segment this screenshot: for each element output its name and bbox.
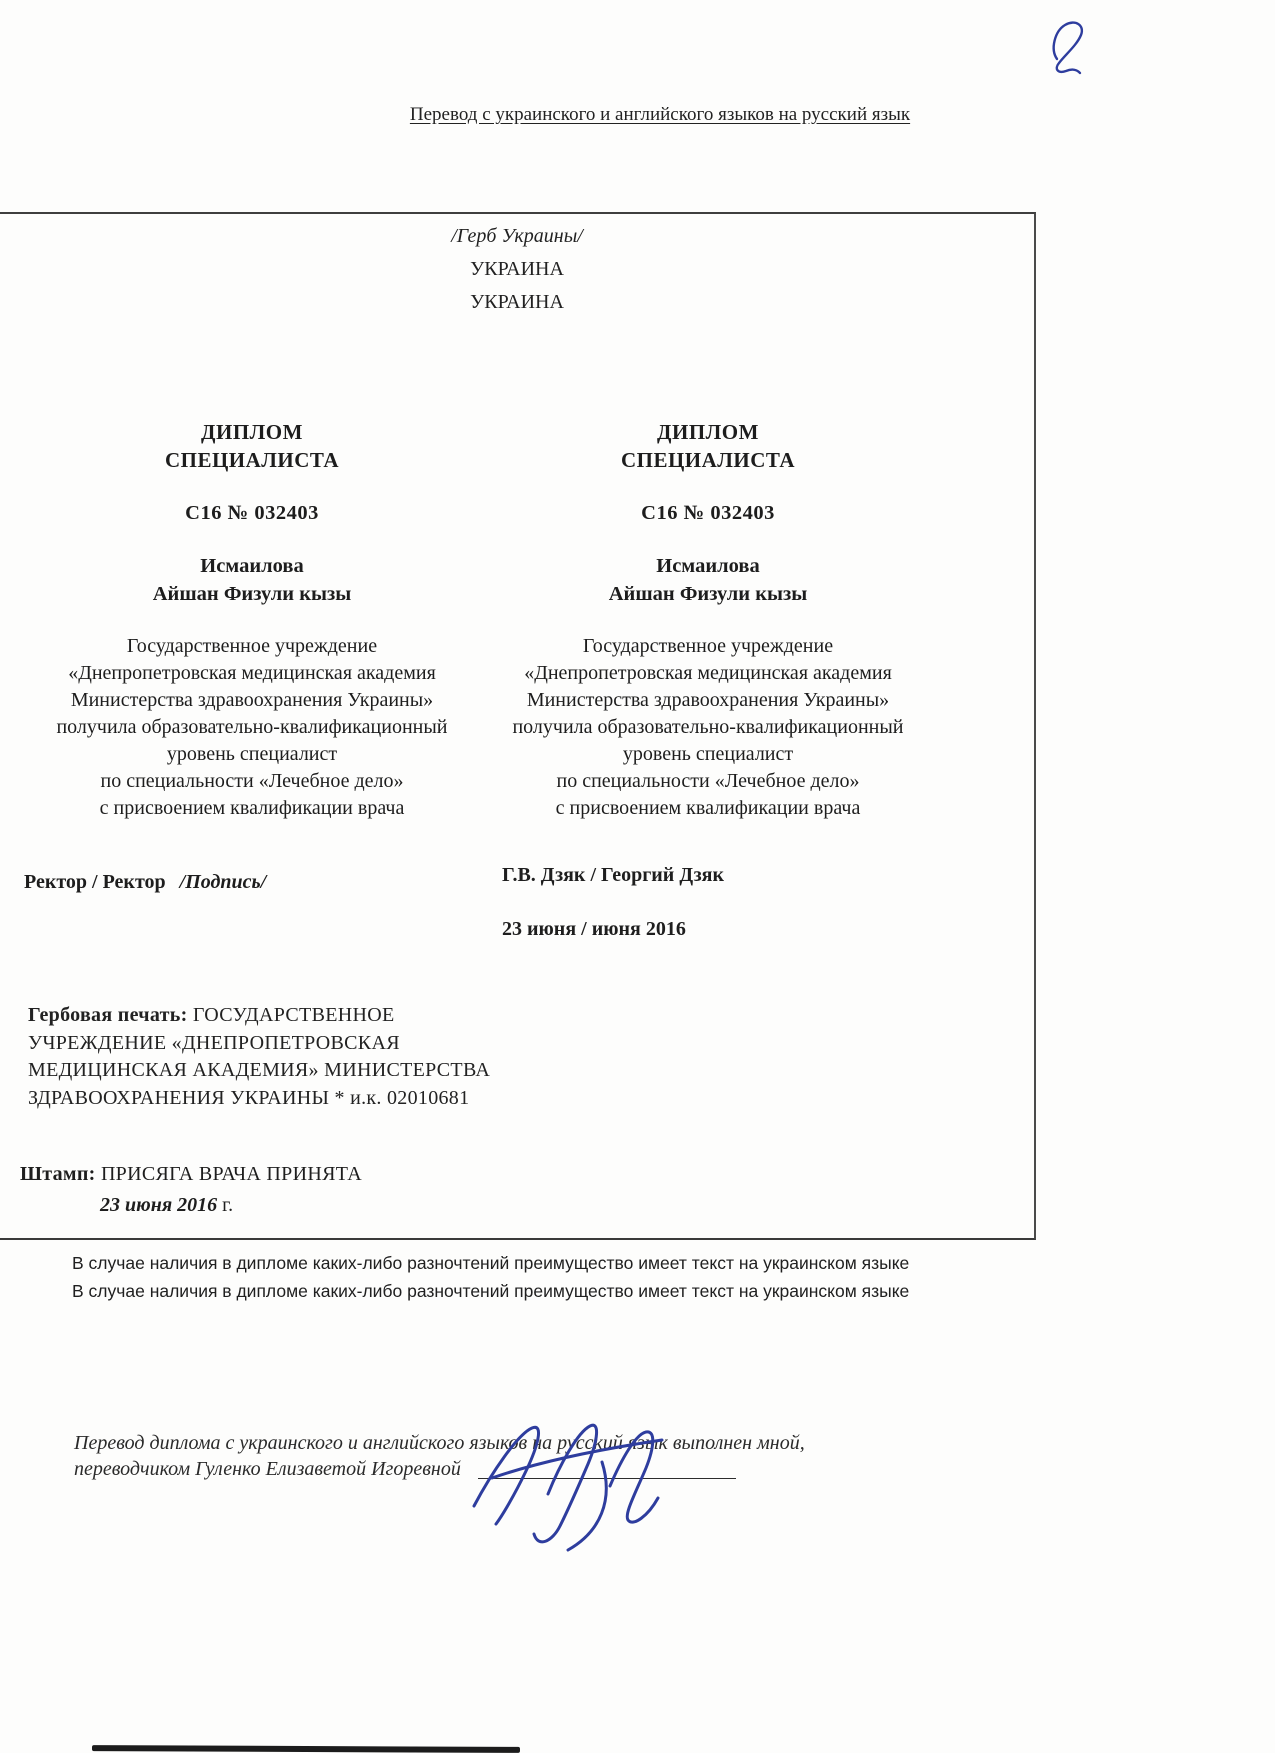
text-line: «Днепропетровская медицинская академия (68, 662, 436, 684)
holder-given-name: Айшан Физули кызы (152, 583, 352, 605)
text-line: Государственное учреждение (126, 635, 378, 657)
doc-title-line1: ДИПЛОМ (201, 420, 303, 444)
holder-surname: Исмаилова (200, 555, 304, 577)
series-number: С16 № 032403 (641, 502, 775, 524)
text-line: Министерства здравоохранения Украины» (526, 689, 890, 711)
stamp-label: Штамп: (20, 1163, 96, 1185)
emblem-block (0, 220, 1034, 319)
doc-title-line1: ДИПЛОМ (657, 420, 759, 444)
text-line: по специальности «Лечебное дело» (556, 770, 860, 792)
text-line: с присвоением квалификации врача (555, 797, 861, 819)
series-number: С16 № 032403 (185, 502, 319, 524)
rector-name: Г.В. Дзяк / Георгий Дзяк (502, 864, 724, 886)
official-seal-description (28, 1002, 502, 1112)
stamp-description (20, 1163, 362, 1186)
diploma-column-right (486, 418, 930, 822)
holder-name (30, 552, 474, 608)
signature-placeholder-note: /Подпись/ (179, 871, 267, 893)
text-line: по специальности «Лечебное дело» (100, 770, 404, 792)
text-line: получила образовательно-квалификационный (56, 716, 448, 738)
doc-title-line2: СПЕЦИАЛИСТА (620, 448, 796, 472)
stamp-date-suffix: г. (217, 1194, 234, 1216)
translator-signature-icon (452, 1414, 782, 1554)
language-precedence-disclaimer (72, 1249, 932, 1305)
rector-signature-row (24, 871, 266, 894)
text-line: В случае наличия в дипломе каких-либо разночтений преимущество имеет текст на украинском языке (72, 1281, 910, 1301)
translator-note-line1: Перевод диплома с украинского и английского языков на русский язык выполнен мной, (74, 1432, 805, 1454)
stamp-date: 23 июня 2016 (100, 1194, 218, 1216)
stamp-date-row (100, 1194, 233, 1217)
handwritten-page-number-icon (1046, 18, 1098, 76)
doc-title (486, 418, 930, 474)
rector-label: Ректор / Ректор (24, 871, 166, 893)
holder-surname: Исмаилова (656, 555, 760, 577)
seal-label: Гербовая печать: (28, 1004, 188, 1026)
issue-date: 23 июня / июня 2016 (502, 918, 686, 940)
doc-title-line2: СПЕЦИАЛИСТА (164, 448, 340, 472)
country-name-ukrainian: УКРАИНА (470, 258, 564, 280)
country-name-english-translated: УКРАИНА (470, 291, 564, 313)
diploma-body-text (30, 633, 474, 822)
scan-edge-artifact (92, 1745, 520, 1753)
holder-name (486, 552, 930, 608)
holder-given-name: Айшан Физули кызы (608, 583, 808, 605)
text-line: «Днепропетровская медицинская академия (524, 662, 892, 684)
text-line: уровень специалист (622, 743, 794, 765)
text-line: В случае наличия в дипломе каких-либо разночтений преимущество имеет текст на украинском языке (72, 1253, 910, 1273)
translator-note-line2: переводчиком Гуленко Елизаветой Игоревной (74, 1457, 461, 1480)
stamp-text: ПРИСЯГА ВРАЧА ПРИНЯТА (95, 1163, 362, 1185)
text-line: уровень специалист (166, 743, 338, 765)
diploma-column-left (30, 418, 474, 822)
text-line: с присвоением квалификации врача (99, 797, 405, 819)
text-line: Министерства здравоохранения Украины» (70, 689, 434, 711)
emblem-note: /Герб Украины/ (451, 225, 583, 247)
doc-title (30, 418, 474, 474)
text-line: получила образовательно-квалификационный (512, 716, 904, 738)
text-line: Государственное учреждение (582, 635, 834, 657)
translation-direction-header: Перевод с украинского и английского языков на русский язык (409, 104, 911, 125)
seal-text: ГОСУДАРСТВЕННОЕ УЧРЕЖДЕНИЕ «ДНЕПРОПЕТРОВСКАЯ МЕДИЦИНСКАЯ АКАДЕМИЯ» МИНИСТЕРСТВА ЗДРАВООХРАНЕНИЯ УКРАИНЫ * и.к. 02010681 (28, 1004, 491, 1109)
diploma-body-text (486, 633, 930, 822)
